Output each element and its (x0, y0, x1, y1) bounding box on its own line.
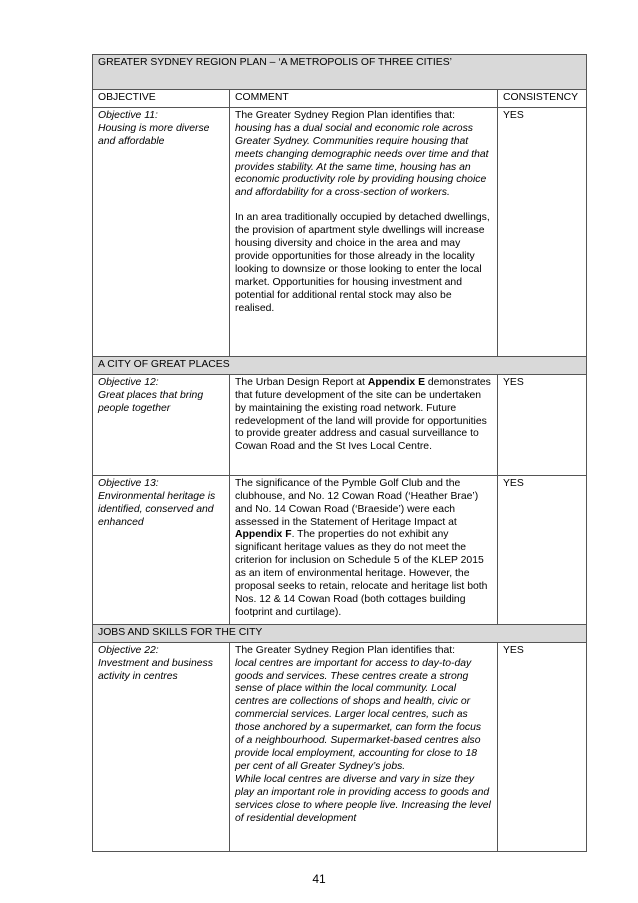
comment-cell (230, 374, 498, 475)
objective-number: Objective 13: (98, 477, 159, 489)
objective-number: Objective 12: (98, 376, 159, 388)
comment-intro: The Greater Sydney Region Plan identifies that: (235, 644, 456, 656)
header-comment: COMMENT (230, 90, 498, 108)
section-row-jobs (93, 624, 587, 642)
objective-title: Investment and business activity in centres (98, 657, 213, 682)
comment-cell (230, 475, 498, 624)
table-title-row (93, 55, 587, 90)
appendix-reference: Appendix E (367, 376, 425, 388)
objective-cell (93, 374, 230, 475)
header-objective: OBJECTIVE (93, 90, 230, 108)
comment-intro: The Greater Sydney Region Plan identifies that: (235, 109, 456, 121)
consistency-value: YES (498, 642, 587, 851)
objective-title: Housing is more diverse and affordable (98, 122, 210, 147)
comment-cell (230, 642, 498, 851)
consistency-value: YES (498, 374, 587, 475)
header-consistency: CONSISTENCY (498, 90, 587, 108)
objective-number: Objective 22: (98, 644, 159, 656)
comment-quote: local centres are important for access to day-to-day goods and services. These centres create a strong sense of place within the local community. Local centres are collections of shops and health, civic or commercial services. Larger local centres, such as those anchored by a supermarket, can form the focus of a neighbourhood. Supermarket-based centres also provide local employment, accounting for close to 18 per cent of all Greater Sydney’s jobs. (235, 657, 482, 772)
consistency-value: YES (498, 475, 587, 624)
page-number: 41 (312, 872, 326, 886)
objective-number: Objective 11: (98, 109, 158, 121)
header-row (93, 90, 587, 108)
objective-title: Environmental heritage is identified, conserved and enhanced (98, 490, 216, 528)
comment-quote: While local centres are diverse and vary in size they play an important role in providing access to goods and services close to where people live. Increasing the level of residential development (235, 773, 491, 824)
objective-cell (93, 475, 230, 624)
comment-cell (230, 107, 498, 356)
objective-cell (93, 642, 230, 851)
comment-body: In an area traditionally occupied by detached dwellings, the provision of apartment style dwellings will increase housing diversity and choice in the area and may provide opportunities for those already in the locality looking to downsize or those looking to enter the local market. Opportunities for housing investment and potential for additional rental stock may also be realised. (235, 212, 490, 314)
table-row-objective-13 (93, 475, 587, 624)
table-title: GREATER SYDNEY REGION PLAN – ‘A METROPOLIS OF THREE CITIES’ (93, 55, 587, 90)
section-heading: A CITY OF GREAT PLACES (93, 356, 587, 374)
section-row-places (93, 356, 587, 374)
consistency-table (92, 54, 587, 852)
table-row-objective-11 (93, 107, 587, 356)
table-row-objective-22 (93, 642, 587, 851)
comment-body: The significance of the Pymble Golf Club and the clubhouse, and No. 12 Cowan Road (‘Heather Brae’) and No. 14 Cowan Road (‘Braeside’) were each assessed in the Statement of Heritage Impact at Appendix F. The properties do not exhibit any significant heritage values as they do not meet the criterion for inclusion on Schedule 5 of the KLEP 2015 as an item of environmental heritage. However, the proposal seeks to retain, relocate and heritage list both Nos. 12 & 14 Cowan Road (both cottages building footprint and curtilage). (235, 477, 488, 618)
comment-body: The Urban Design Report at Appendix E demonstrates that future development of the site can be undertaken by maintaining the existing road network. Future redevelopment of the land will provide for opportunities to provide greater address and casual surveillance to Cowan Road and the St Ives Local Centre. (235, 376, 491, 453)
comment-quote: housing has a dual social and economic role across Greater Sydney. Communities require housing that meets changing demographic needs over time and that provides stability. At the same time, housing has an economic productivity role by providing housing choice and affordability for a cross-section of workers. (235, 122, 489, 199)
appendix-reference: Appendix F (235, 529, 292, 541)
objective-cell (93, 107, 230, 356)
section-heading: JOBS AND SKILLS FOR THE CITY (93, 624, 587, 642)
objective-title: Great places that bring people together (98, 389, 204, 414)
consistency-value: YES (498, 107, 587, 356)
table-row-objective-12 (93, 374, 587, 475)
